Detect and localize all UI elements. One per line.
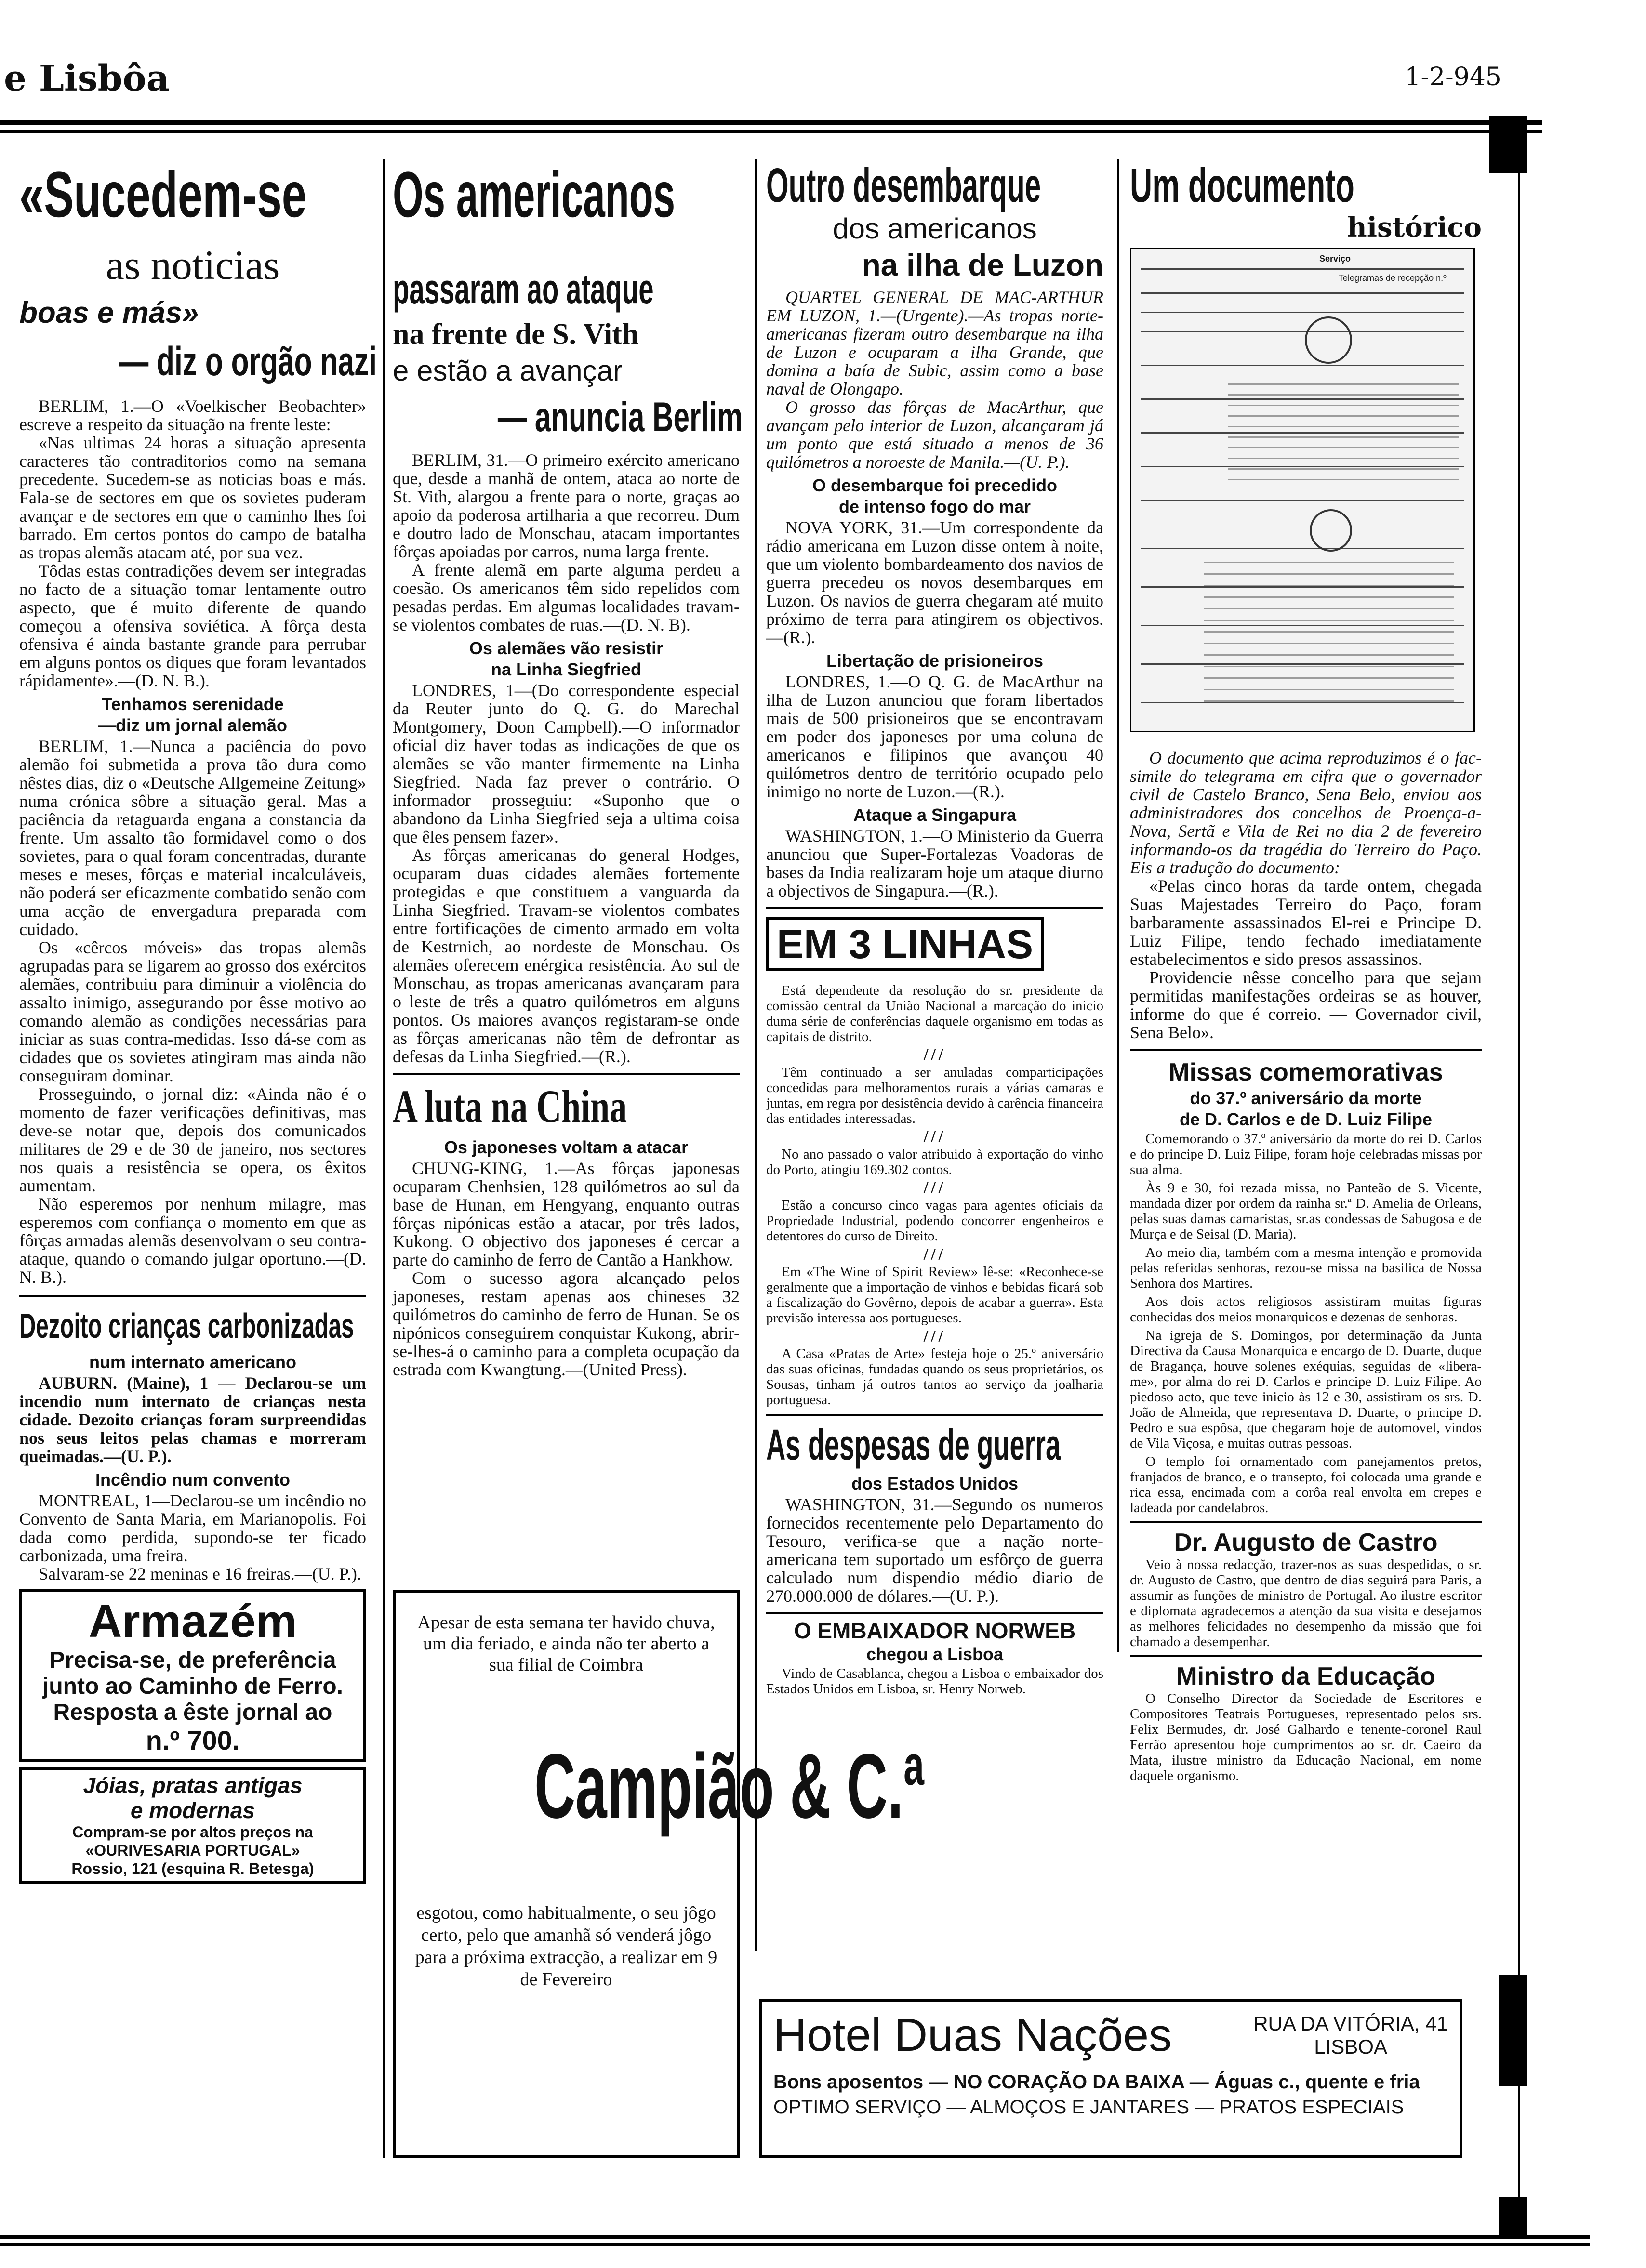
telegram-header-label: Telegramas de recepção n.º — [1339, 273, 1447, 283]
paragraph: O grosso das fôrças de MacArthur, que avançam pelo interior de Luzon, alcançaram já um ponto que está situado a menos de 36 quilómetros a noroeste de Manila.—(U. P.). — [766, 397, 1103, 472]
subheading: num internato americano — [89, 1352, 297, 1372]
brief-item: Estão a concurso cinco vagas para agentes oficiais da Propriedade Industrial, podendo concorrer engenheiros e detentores do curso de Direito. — [766, 1198, 1103, 1244]
headline-tertiary: na frente de S. Vith — [393, 318, 639, 351]
photo-caption — [1130, 749, 1482, 877]
lottery-ad-campiao — [393, 1590, 925, 2158]
subheading: Ataque a Singapura — [853, 805, 1017, 825]
headline-secondary: dos americanos — [833, 212, 1037, 245]
form-line — [1141, 292, 1464, 294]
issue-date: 1-2-945 — [1405, 63, 1501, 92]
form-line — [1141, 268, 1464, 270]
headline-main: Um documento — [1130, 158, 1354, 212]
ad-title: Jóias, pratas antigas — [83, 1773, 303, 1798]
headline-main: O EMBAIXADOR NORWEB — [794, 1618, 1076, 1643]
subheading: —diz um jornal alemão — [98, 715, 288, 735]
hotel-tagline: OPTIMO SERVIÇO — ALMOÇOS E JANTARES — PRATOS ESPECIAIS — [773, 2097, 1404, 2118]
article-body — [19, 737, 366, 1286]
briefs-title: EM 3 LINHAS — [766, 917, 1044, 971]
paragraph: QUARTEL GENERAL DE MAC-ARTHUR EM LUZON, 1.—(Urgente).—As tropas norte-americanas fizeram outro desembarque na ilha de Luzon e ocuparam a ilha Grande, que domina a baía de Subic, assim como a base naval de Olongapo. — [766, 288, 1103, 398]
bottom-rule — [0, 2235, 1590, 2246]
address-line: RUA DA VITÓRIA, 41 — [1253, 2012, 1448, 2035]
headline-wrap — [766, 159, 1103, 212]
form-line — [1141, 702, 1464, 703]
paragraph: O Conselho Director da Sociedade de Escritores e Compositores Teatrais Portugueses, representado pelos srs. Felix Bermudes, dr. José Galhardo e tenente-coronel Raul Ferrão apresentou hoje cumprimentos ao sr. dr. Caeiro da Mata, ilustre ministro da Educação Nacional, em nome daquele organismo. — [1130, 1691, 1482, 1783]
article-body — [1130, 877, 1482, 1042]
masthead-title: e Lisbôa — [4, 58, 170, 99]
subheading: Tenhamos serenidade — [102, 694, 284, 714]
ad-line: Compram-se por altos preços na — [72, 1823, 313, 1841]
paragraph: Os «cêrcos móveis» das tropas alemãs agrupadas para se ligarem ao grosso dos exércitos alemães, contribuiu para diminuir a violência do assalto inimigo, assegurando por êsse motivo ao comando alemão as condições necessárias para iniciar as suas contra-medidas. Isso dá-se com as cidades que os sovietes atingiram mas ainda não conseguiram dominar. — [19, 938, 366, 1085]
headline-wrap — [393, 393, 743, 441]
edge-block — [1499, 1975, 1527, 2086]
postmark-stamp — [1305, 316, 1352, 364]
paragraph: Às 9 e 30, foi rezada missa, no Panteão de S. Vicente, mandada dizer por ordem da rainha sr.ª D. Amelia de Orleans, pelas suas damas camaristas, sr.as condessas de Sabugosa e de Murça e de Seisal (D. Maria). — [1130, 1180, 1482, 1242]
article-body — [19, 1491, 366, 1583]
paragraph: WASHINGTON, 31.—Segundo os numeros fornecidos recentemente pelo Departamento do Tesouro, verifica-se que a nação norte-americana tem suportado um esfôrço de guerra calculado num dispendio médio diario de 270.000.000 de dólares.—(U. P.). — [766, 1495, 1103, 1606]
paragraph: MONTREAL, 1—Declarou-se um incêndio no Convento de Santa Maria, em Marianopolis. Foi dada como perdida, supondo-se ter ficado carbonizada, uma freira. — [19, 1491, 366, 1565]
headline-main: Outro desembarque — [766, 158, 1041, 212]
headline-tertiary: boas e más» — [19, 296, 199, 330]
article-body — [1130, 1557, 1482, 1649]
ad-name-wrap — [415, 1733, 925, 1839]
article-body — [766, 1666, 1103, 1697]
subheading: Incêndio num convento — [95, 1470, 290, 1490]
headline-main: «Sucedem-se — [19, 159, 307, 231]
subheading: Os alemães vão resistir — [469, 638, 664, 658]
handwriting-scrawl — [1228, 374, 1459, 480]
subheading: do 37.º aniversário da morte — [1190, 1088, 1422, 1108]
article-body — [766, 672, 1103, 801]
paragraph: Tôdas estas contradições devem ser integradas no facto de a situação tomar lentamente outro aspecto, que é muito diferente de quando começou a ofensiva soviética. A fôrça desta ofensiva é ainda bastante grande para perrubar em alguns pontos os diques que foram levantados rápidamente».—(D. N. B.). — [19, 561, 366, 690]
article-body — [766, 1495, 1103, 1605]
paragraph: Com o sucesso agora alcançado pelos japoneses, restam apenas aos chineses 32 quilómetros do caminho de ferro de Hunan. Se os nipónicos conseguirem conquistar Kukong, abrir-se-lhes-á o caminho para a completa ocupação da estrada com Kwangtung.—(United Press). — [393, 1268, 740, 1379]
brief-item: Têm continuado a ser anuladas comparticipações concedidas para melhoramentos rurais a várias camaras e juntas, em regra por desistência devido à carência financeira das entidades interessadas. — [766, 1065, 1103, 1126]
headline-quote-wrap — [19, 337, 377, 385]
form-line — [1141, 500, 1464, 501]
article-body — [393, 1159, 740, 1379]
paragraph: NOVA YORK, 31.—Um correspondente da rádio americana em Luzon disse ontem à noite, que um violento bombardeamento dos navios de guerra precedeu os novos desembarques em Luzon. Os navios de guerra chegaram até muito próximo de terra para atingirem os objectivos.—(R.). — [766, 518, 1103, 647]
headline-main: Os americanos — [393, 159, 676, 231]
paragraph: BERLIM, 1.—O «Voelkischer Beobachter» escreve a respeito da situação na frente leste: — [19, 396, 366, 434]
paragraph: A frente alemã em parte alguma perdeu a coesão. Os americanos têm sido repelidos com pesadas perdas. Em algumas localidades travam-se violentos combates de ruas.—(D. N. B). — [393, 560, 740, 634]
separator: /// — [923, 1046, 946, 1064]
subheading: Os japoneses voltam a atacar — [444, 1137, 689, 1157]
separator: /// — [923, 1179, 946, 1197]
subheading: Libertação de prisioneiros — [826, 651, 1044, 671]
article-body — [1130, 1691, 1482, 1783]
ad-line: junto ao Caminho de Ferro. — [42, 1674, 344, 1699]
article-body — [19, 397, 366, 690]
paragraph: LONDRES, 1—(Do correspondente especial da Reuter junto do Q. G. do Marechal Montgomery, Doon Campbell).—O informador oficial diz haver todas as indicações de que os alemães se vão manter firmemente na Linha Siegfried. Nada faz prever o contrário. O informador prosseguiu: «Suponho que o abandono da Linha Siegfried seja a ultima coisa que êles pensem fazer». — [393, 681, 740, 846]
subheading: O desembarque foi precedido — [812, 475, 1058, 495]
headline-main: Ministro da Educação — [1130, 1655, 1482, 1691]
headline-tertiary: e estão a avançar — [393, 355, 623, 387]
paragraph: Prosseguindo, o jornal diz: «Ainda não é o momento de fazer verificações definitivas, mas deve-se notar que, depois dos comunicados militares de 29 e de 30 de janeiro, nos sectores nos quais a resistência se opera, os êxitos aumentam. — [19, 1084, 366, 1195]
ad-line: «OURIVESARIA PORTUGAL» — [85, 1842, 300, 1859]
ad-line: Rossio, 121 (esquina R. Betesga) — [71, 1860, 314, 1877]
paragraph: Aos dois actos religiosos assistiram muitas figuras conhecidas dos meios monarquicos e dezenas de senhoras. — [1130, 1294, 1482, 1325]
paragraph: WASHINGTON, 1.—O Ministerio da Guerra anunciou que Super-Fortalezas Voadoras de bases da India realizaram hoje um ataque diurno a objectivos de Singapura.—(R.). — [766, 826, 1103, 900]
top-rule — [0, 120, 1542, 133]
classified-ad-armazem — [19, 1589, 366, 1762]
headline-wrap — [1130, 159, 1482, 212]
paragraph: AUBURN. (Maine), 1 — Declarou-se um incendio num internato de crianças nesta cidade. Dezoito crianças foram surpreendidas nos seus leitos pelas chamas e morreram queimadas.—(U. P.). — [19, 1373, 366, 1466]
article-headline — [19, 159, 366, 231]
telegram-facsimile-image — [1130, 248, 1475, 732]
article-body — [1130, 1131, 1482, 1516]
briefs-section — [766, 907, 1103, 1408]
address-line: LISBOA — [1314, 2035, 1387, 2058]
paragraph: Vindo de Casablanca, chegou a Lisboa o embaixador dos Estados Unidos em Lisboa, sr. Henry Norweb. — [766, 1666, 1103, 1697]
paragraph: LONDRES, 1.—O Q. G. de MacArthur na ilha de Luzon anunciou que foram libertados mais de 500 prisioneiros que se encontravam em poder dos japoneses por uma coluna de americanos e filipinos que avançou 40 quilómetros dentro de território ocupado pelo inimigo no norte de Luzon.—(R.). — [766, 672, 1103, 801]
news-item — [766, 1612, 1103, 1697]
form-line — [1141, 365, 1464, 366]
hotel-ad — [759, 1999, 1462, 2158]
brief-item: Está dependente da resolução do sr. presidente da comissão central da União Nacional a marcação do inicio duma série de conferências daquele organismo em todas as capitais de distrito. — [766, 983, 1103, 1044]
subheading: de D. Carlos e de D. Luiz Filipe — [1179, 1109, 1433, 1129]
paragraph: Na igreja de S. Domingos, por determinação da Junta Directiva da Causa Monarquica e encargo de D. Duarte, duque de Bragança, houve solenes exéquias, seguidas de «libera-me», por alma do rei D. Carlos e principe D. Luiz Filipe. Ao piedoso acto, que teve inicio às 12 e 30, assistiram os srs. D. João de Almeida, que representava D. Duarte, o principe D. Pedro e sua espôsa, que chegaram hoje de automovel, vindos de Vila Viçosa, e muitas outras pessoas. — [1130, 1328, 1482, 1451]
ad-top-text: Apesar de esta semana ter havido chuva, um dia feriado, e ainda não ter aberto a sua filial de Coimbra — [417, 1612, 715, 1675]
postmark-stamp — [1310, 509, 1352, 552]
form-line — [1141, 312, 1464, 313]
paragraph: BERLIM, 1.—Nunca a paciência do povo alemão foi submetida a prova tão dura como nêstes dias, diz o «Deutsche Allgemeine Zeitung» numa crónica sôbre a situação geral. Mas a paciência da retaguarda engana a constancia da frente. Um assalto tão formidavel como o dos sovietes, para o qual foram concentradas, durante meses e meses, fôrças e material incalculáveis, não poderá ser eficazmente combatido senão com uma acção de envergadura preparada com cuidado. — [19, 737, 366, 939]
hotel-ad-top — [773, 2009, 1448, 2062]
headline-wrap — [19, 1295, 366, 1348]
separator: /// — [923, 1327, 946, 1345]
headline-attribution: — anuncia Berlim — [497, 394, 743, 440]
ad-bottom-text: esgotou, como habitualmente, o seu jôgo certo, pelo que amanhã só venderá jôgo para a próxima extracção, a realizar em 9 de Fevereiro — [415, 1903, 717, 1990]
paragraph: Ao meio dia, também com a mesma intenção e promovida pelas referidas senhoras, rezou-se missa na basilica de Nossa Senhora dos Martires. — [1130, 1245, 1482, 1291]
headline-wrap — [393, 159, 740, 231]
article-body — [19, 1374, 366, 1465]
article-body — [393, 681, 740, 1066]
right-edge-line — [1518, 159, 1520, 2235]
paragraph: Não esperemos por nenhum milagre, mas esperemos com confiança o momento em que as fôrças armadas alemãs desenvolvam o seu contra-ataque, quando o comando julgar oportuno.—(D. N. B.). — [19, 1194, 366, 1287]
paragraph: O templo foi ornamentado com panejamentos pretos, franjados de branco, e o transepto, foi colocada uma grande e rica essa, encimada com a corôa real envolta em crepes e ladeada por candelabros. — [1130, 1454, 1482, 1516]
headline-secondary: passaram ao ataque — [393, 265, 654, 313]
headline-wrap — [766, 1414, 1103, 1469]
column-divider — [383, 159, 385, 2158]
brief-item: Em «The Wine of Spirit Review» lê-se: «Reconhece-se geralmente que a importação de vinhos e bebidas ficará sob a fiscalização do Govêrno, depois de acabar a guerra». Esta previsão interessa aos portugueses. — [766, 1264, 1103, 1326]
article-body — [766, 827, 1103, 900]
paragraph: Veio à nossa redacção, trazer-nos as suas despedidas, o sr. dr. Augusto de Castro, que dentro de dias seguirá para Paris, a assumir as funções de ministro de Portugal. Ao ilustre escritor e diplomata agradecemos a atenção da sua visita e desejamos as melhores felicidades no desempenho da missão que foi chamado a desempenhar. — [1130, 1557, 1482, 1649]
telegram-header-label: Serviço — [1319, 254, 1351, 264]
briefs-list — [766, 983, 1103, 1408]
form-line — [1141, 331, 1464, 332]
headline-wrap — [393, 1073, 740, 1133]
paragraph: Providencie nêsse concelho para que sejam permitidas manifestações ordeiras se as houver, informe do que é correio. — Governador civil, Sena Belo». — [1130, 968, 1482, 1042]
ad-line: n.º 700. — [146, 1725, 240, 1755]
hotel-tagline: Bons aposentos — NO CORAÇÃO DA BAIXA — Águas c., quente e fria — [773, 2071, 1420, 2093]
ad-line: Precisa-se, de preferência — [49, 1648, 336, 1673]
form-line — [1141, 548, 1464, 549]
ad-title: e modernas — [130, 1798, 255, 1823]
column-4 — [1130, 159, 1482, 1941]
headline-attribution: — diz o orgão nazi — [119, 339, 377, 384]
handwriting-scrawl — [1204, 557, 1454, 702]
article-body — [393, 451, 740, 634]
paragraph: «Nas ultimas 24 horas a situação apresenta caracteres tão contraditorios como na semana precedente. Sucedem-se as noticias boas e más. Fala-se de sectores em que os sovietes puderam avançar e de sectores em que o caminho lhes foi barrado. Em certos pontos do campo de batalha as tropas alemãs atacam até, por sua vez. — [19, 433, 366, 562]
brief-item: No ano passado o valor atribuido à exportação do vinho do Porto, atingiu 169.302 contos. — [766, 1147, 1103, 1177]
paragraph: BERLIM, 31.—O primeiro exército americano que, desde a manhã de ontem, ataca ao norte de St. Vith, alargou a frente para o norte, graças ao apoio da poderosa artilharia a que recorreu. Dum e doutro lado de Monschau, atacam importantes fôrças apoiadas por carros, numa larga frente. — [393, 450, 740, 561]
edge-block-bottom — [1499, 2197, 1527, 2235]
headline-secondary: histórico — [1347, 211, 1482, 243]
column-3 — [766, 159, 1103, 1941]
column-1 — [19, 159, 377, 2230]
headline-wrap — [393, 265, 740, 313]
headline-main: Dr. Augusto de Castro — [1130, 1521, 1482, 1557]
subheading: chegou a Lisboa — [866, 1644, 1004, 1664]
paragraph: Comemorando o 37.º aniversário da morte do rei D. Carlos e do principe D. Luiz Filipe, foram hoje celebradas missas por sua alma. — [1130, 1131, 1482, 1177]
paragraph: Salvaram-se 22 meninas e 16 freiras.—(U. P.). — [39, 1564, 361, 1583]
hotel-name: Hotel Duas Nações — [773, 2009, 1172, 2061]
subheading: dos Estados Unidos — [851, 1474, 1019, 1493]
ad-line: Resposta a êste jornal ao — [53, 1700, 332, 1725]
brief-item: A Casa «Pratas de Arte» festeja hoje o 25.º aniversário das suas oficinas, fundadas quando os seus proprietários, os Sousas, tinham já outros tantos ao serviço da joalharia portuguesa. — [766, 1346, 1103, 1408]
corner-block — [1489, 116, 1527, 173]
paragraph: CHUNG-KING, 1.—As fôrças japonesas ocuparam Chenhsien, 128 quilómetros ao sul da base de Hunan, em Hengyang, enquanto outras fôrças nipónicas estão a atacar, por três lados, Kukong. O objectivo dos japoneses é cercar a parte do caminho de ferro de Cantão a Hankhow. — [393, 1159, 740, 1269]
ad-brand-name: Campião & C.ª — [534, 1735, 925, 1837]
headline-tertiary: na ilha de Luzon — [862, 248, 1103, 282]
headline-main: A luta na China — [393, 1081, 627, 1132]
subheading: na Linha Siegfried — [491, 659, 642, 679]
paragraph: O documento que acima reproduzimos é o fac-simile do telegrama em cifra que o governador civil de Castelo Branco, Sena Belo, enviou aos administradores dos concelhos de Proença-a-Nova, Sertã e Vila de Rei no dia 2 de fevereiro informando-os da tragédia do Terreiro do Paço. Eis a tradução do documento: — [1130, 748, 1482, 877]
hotel-address — [1253, 2012, 1448, 2058]
headline-secondary: as noticias — [106, 242, 280, 288]
paragraph: As fôrças americanas do general Hodges, ocuparam duas cidades alemães fortemente protegidas e que constituem a vanguarda da Linha Siegfried. Travam-se violentos combates entre fortificações de cimento armado em volta de Kestrnich, ao nordeste de Monschau. Os alemães oferecem enérgica resistência. Ao sul de Monschau, as tropas americanas avançaram para o leste de três a quatro quilómetros em alguns pontos. Os maiores avanços registaram-se onde as fôrças americanas não têm de defrontar as defesas da Linha Siegfried.—(R.). — [393, 845, 740, 1066]
separator: /// — [923, 1128, 946, 1146]
ad-title: Armazém — [88, 1596, 297, 1647]
classified-ad-joias — [19, 1767, 366, 1884]
article-body — [766, 288, 1103, 471]
paragraph: «Pelas cinco horas da tarde ontem, chegada Suas Majestades Terreiro do Paço, foram barbaramente assassinados El-rei e Principe D. Luiz Filipe, tendo fechado imediatamente estabelecimentos e sido presos assassinos. — [1130, 876, 1482, 969]
separator: /// — [923, 1245, 946, 1263]
column-divider — [1117, 159, 1119, 1652]
headline-main: Dezoito crianças carbonizadas — [19, 1307, 354, 1345]
column-divider — [755, 159, 757, 1951]
article-body — [766, 518, 1103, 646]
headline-main: Missas comemorativas — [1130, 1049, 1482, 1087]
subheading: de intenso fogo do mar — [838, 497, 1031, 516]
headline-main: As despesas de guerra — [766, 1421, 1061, 1469]
